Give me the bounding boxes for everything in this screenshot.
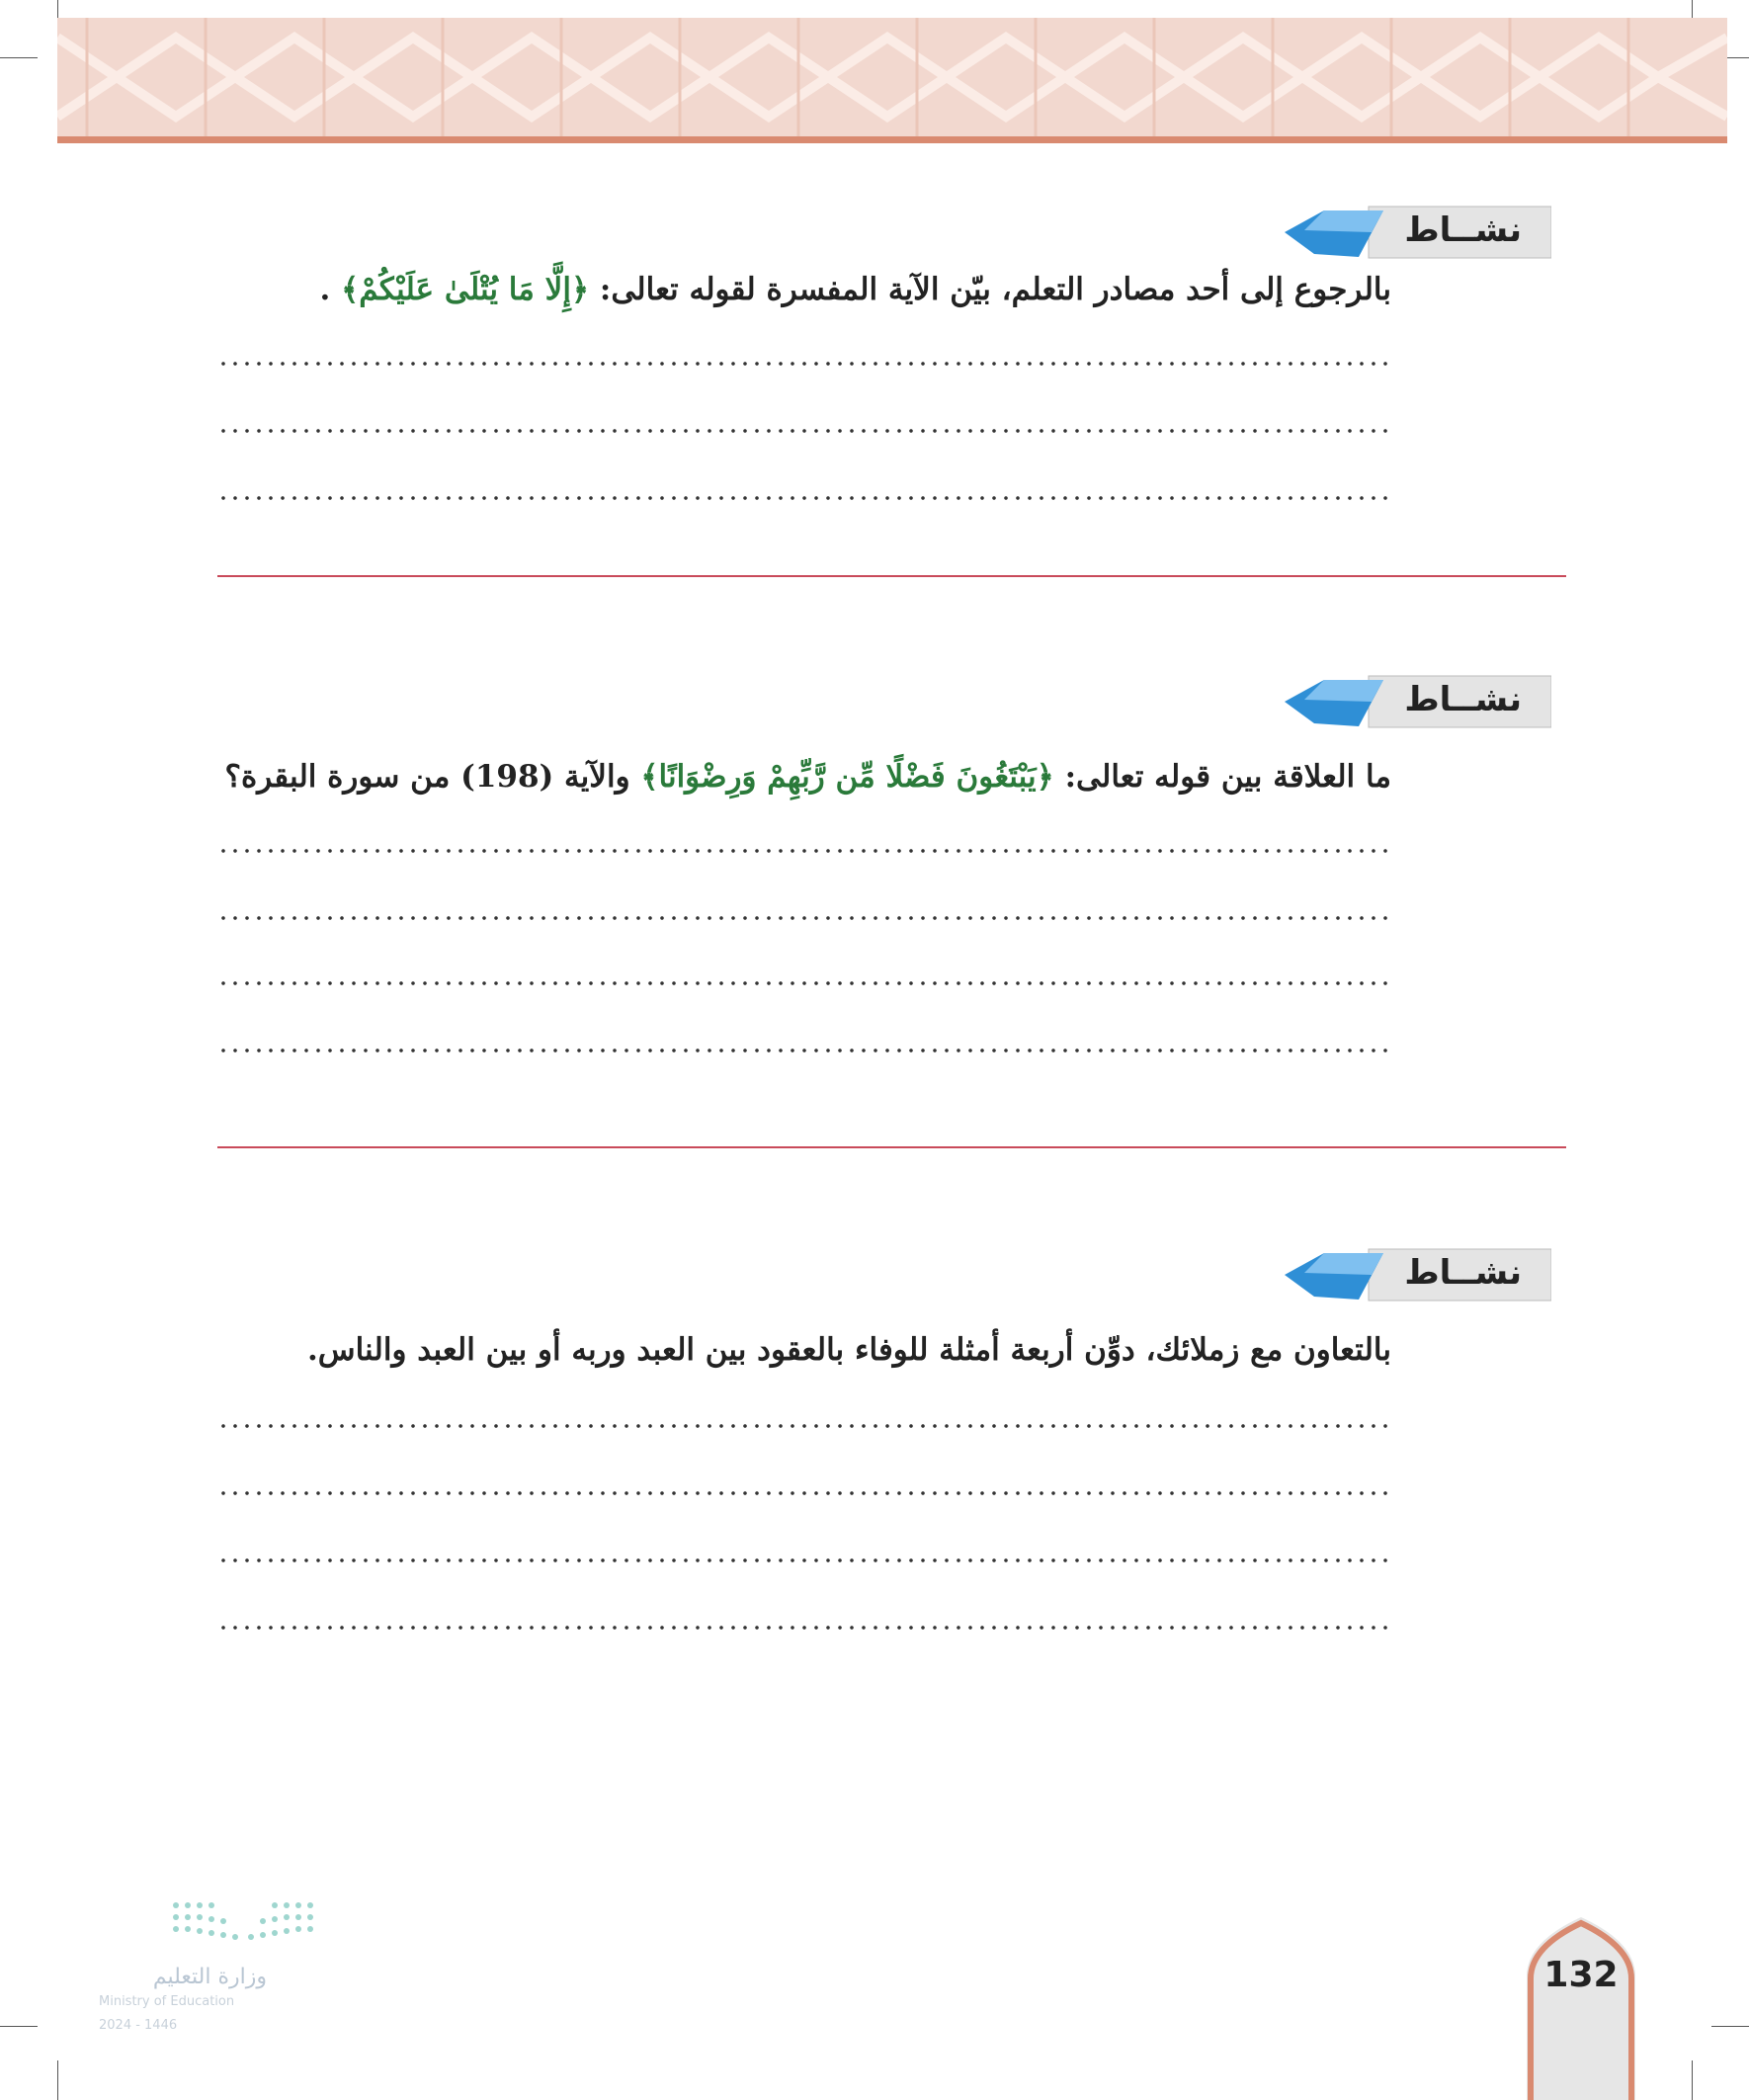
activity-question (307, 1332, 1391, 1368)
crop-mark (0, 2026, 38, 2027)
answer-line[interactable] (217, 428, 1393, 434)
answer-line[interactable] (217, 915, 1393, 921)
quran-verse: ﴿إِلَّا مَا يُتْلَىٰ عَلَيْكُمْ﴾ (341, 272, 590, 307)
question-suffix: . (319, 272, 342, 307)
answer-line[interactable] (217, 1490, 1393, 1496)
activity-title: نشــاط (1404, 680, 1522, 719)
answer-line[interactable] (217, 980, 1393, 986)
activity-question (320, 272, 1391, 307)
activity-tab (1285, 203, 1551, 262)
question-text: بالتعاون مع زملائك، دوِّن أربعة أمثلة للوفاء بالعقود بين العبد وربه أو بين العبد والناس. (306, 1332, 1391, 1368)
activity-title: نشــاط (1404, 210, 1522, 250)
activity-tab (1285, 672, 1551, 731)
activity-question (225, 759, 1392, 795)
answer-line[interactable] (217, 361, 1393, 367)
question-suffix: والآية (198) من سورة البقرة؟ (224, 759, 641, 795)
answer-line[interactable] (217, 848, 1393, 854)
answer-line[interactable] (217, 1048, 1393, 1053)
answer-line[interactable] (217, 495, 1393, 501)
answer-line[interactable] (217, 1557, 1393, 1563)
edition-year: 2024 - 1446 (99, 2018, 178, 2033)
ministry-name: وزارة التعليم (152, 1965, 267, 1989)
section-divider (217, 1146, 1566, 1148)
ministry-name-en: Ministry of Education (99, 1994, 235, 2009)
question-text: ما العلاقة بين قوله تعالى: (1053, 759, 1391, 795)
activity-title: نشــاط (1404, 1253, 1522, 1293)
page-number: 132 (1543, 1955, 1619, 1995)
activity-tab (1285, 1245, 1551, 1304)
answer-line[interactable] (217, 1423, 1393, 1429)
activity-1 (0, 203, 1749, 716)
header-pattern-band (57, 18, 1727, 143)
page-number-arch-icon (1527, 1917, 1635, 2100)
crop-mark (1711, 2026, 1749, 2027)
activity-3 (0, 1245, 1749, 1759)
crop-mark (57, 2060, 58, 2100)
quran-verse: ﴿يَبْتَغُونَ فَضْلًا مِّن رَّبِّهِمْ وَرِضْوَانًا﴾ (640, 759, 1054, 795)
crop-mark (0, 57, 38, 58)
activity-2 (0, 672, 1749, 1186)
section-divider (217, 575, 1566, 577)
answer-line[interactable] (217, 1625, 1393, 1631)
question-text: بالرجوع إلى أحد مصادر التعلم، بيّن الآية المفسرة لقوله تعالى: (589, 272, 1391, 307)
crop-mark (1692, 2060, 1693, 2100)
geometric-pattern-icon (57, 18, 1727, 136)
